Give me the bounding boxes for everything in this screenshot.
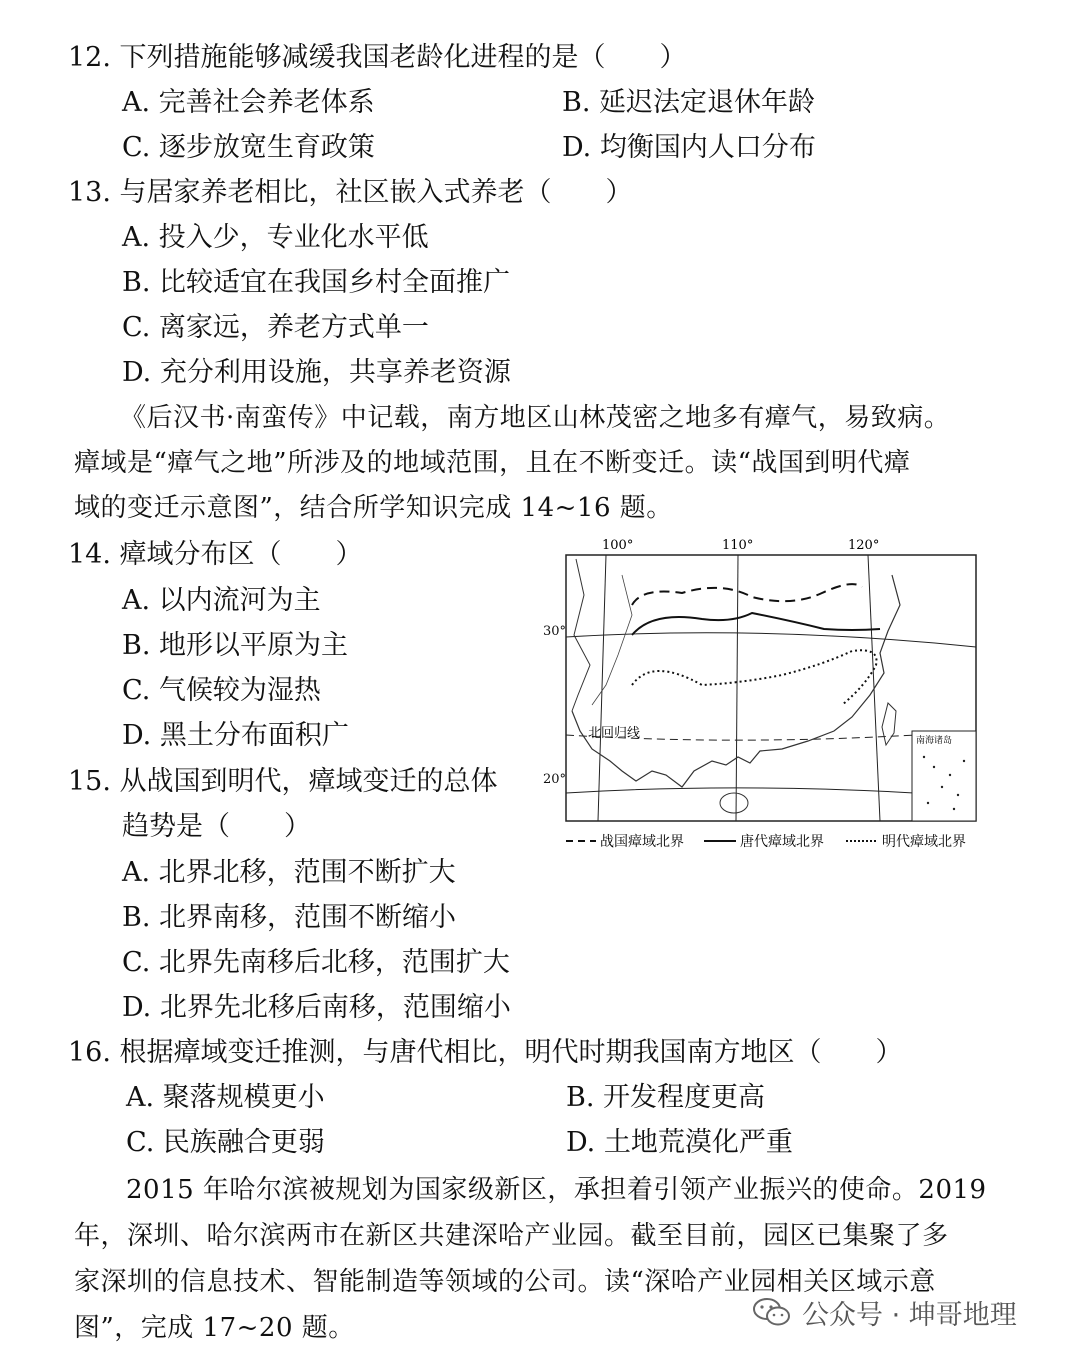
hainan-island: [720, 793, 748, 813]
q13-option-b: B. 比较适宜在我国乡村全面推广: [122, 267, 511, 298]
q15-option-a: A. 北界北移，范围不断扩大: [122, 857, 456, 888]
q15-option-c: C. 北界先南移后北移，范围扩大: [122, 947, 510, 978]
q15-option-b: B. 北界南移，范围不断缩小: [122, 902, 457, 933]
lon-label-120: 120°: [848, 538, 880, 553]
q12-option-a: A. 完善社会养老体系: [122, 87, 375, 118]
q12-option-d: D. 均衡国内人口分布: [562, 132, 816, 163]
passage1-line3: 域的变迁示意图”，结合所学知识完成 14~16 题。: [74, 493, 673, 523]
q13-stem: 13. 与居家养老相比，社区嵌入式养老（ ）: [68, 177, 633, 208]
inset-label: 南海诸岛: [916, 736, 953, 746]
q14-option-b: B. 地形以平原为主: [122, 630, 349, 661]
passage2-line1: 2015 年哈尔滨被规划为国家级新区，承担着引领产业振兴的使命。2019: [126, 1175, 987, 1205]
q15-stem-line2: 趋势是（ ）: [122, 811, 311, 842]
passage2-line3: 家深圳的信息技术、智能制造等领域的公司。读“深哈产业园相关区域示意: [74, 1267, 936, 1297]
passage1-line1: 《后汉书·南蛮传》中记载，南方地区山林茂密之地多有瘴气，易致病。: [120, 403, 951, 433]
lon-label-100: 100°: [602, 538, 634, 553]
q13-option-d: D. 充分利用设施，共享养老资源: [122, 357, 511, 388]
lat-label-20: 20°: [543, 772, 567, 787]
q15-stem-line1: 15. 从战国到明代，瘴域变迁的总体: [68, 766, 498, 797]
meridian-110: [736, 555, 738, 821]
q13-option-a: A. 投入少，专业化水平低: [122, 222, 429, 253]
q16-option-b: B. 开发程度更高: [566, 1082, 766, 1113]
q14-option-a: A. 以内流河为主: [122, 585, 321, 616]
watermark: [752, 1290, 1017, 1334]
passage2-line4: 图”，完成 17~20 题。: [74, 1313, 355, 1343]
q16-option-a: A. 聚落规模更小: [126, 1082, 325, 1113]
lon-label-110: 110°: [722, 538, 754, 553]
meridian-100: [598, 555, 606, 821]
western-border: [572, 559, 590, 711]
q13-option-c: C. 离家远，养老方式单一: [122, 312, 429, 343]
q15-option-d: D. 北界先北移后南移，范围缩小: [122, 992, 511, 1023]
legend-warring-label: 战国瘴域北界: [600, 834, 684, 850]
lat-label-30-outer: 30°: [543, 624, 567, 639]
wechat-icon: [752, 1296, 792, 1328]
taiwan-island: [882, 703, 896, 745]
tang-boundary: [632, 613, 880, 635]
q12-option-c: C. 逐步放宽生育政策: [122, 132, 375, 163]
watermark-text: 公众号 · 坤哥地理: [802, 1299, 1017, 1331]
parallel-30: [566, 633, 976, 647]
tropic-label: 北回归线: [588, 726, 641, 741]
ming-boundary: [632, 650, 877, 705]
q12-option-b: B. 延迟法定退休年龄: [562, 87, 816, 118]
inland-border: [592, 575, 632, 705]
passage1-line2: 瘴域是“瘴气之地”所涉及的地域范围，且在不断变迁。读“战国到明代瘴: [74, 448, 911, 478]
passage2-line2: 年，深圳、哈尔滨两市在新区共建深哈产业园。截至目前，园区已集聚了多: [74, 1221, 949, 1251]
q16-stem: 16. 根据瘴域变迁推测，与唐代相比，明代时期我国南方地区（ ）: [68, 1037, 903, 1068]
q12-stem: 12. 下列措施能够减缓我国老龄化进程的是（ ）: [68, 42, 687, 73]
legend-tang-label: 唐代瘴域北界: [740, 834, 824, 850]
q16-option-c: C. 民族融合更弱: [126, 1127, 325, 1158]
q14-option-c: C. 气候较为湿热: [122, 675, 321, 706]
q16-option-d: D. 土地荒漠化严重: [566, 1127, 793, 1158]
legend-ming-label: 明代瘴域北界: [882, 834, 966, 850]
q14-option-d: D. 黑土分布面积广: [122, 720, 349, 751]
miasma-region-map: [562, 535, 980, 855]
warring-states-boundary: [632, 584, 862, 605]
q14-stem: 14. 瘴域分布区（ ）: [68, 539, 363, 570]
